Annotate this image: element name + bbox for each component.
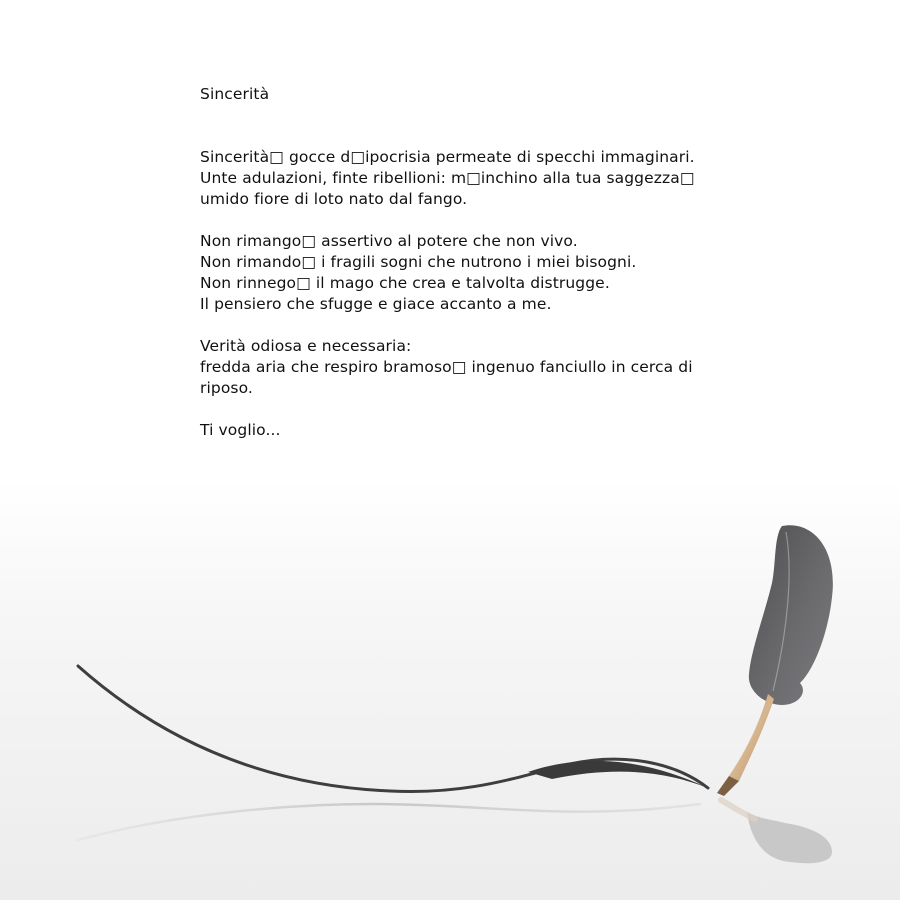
poem-line: Non rimango□ assertivo al potere che non vivo.: [200, 232, 578, 250]
ink-stroke-icon: [78, 666, 708, 840]
stanza-3: [200, 336, 720, 399]
poem-line: fredda aria che respiro bramoso□ ingenuo fanciullo in cerca di riposo.: [200, 358, 693, 397]
stanza-4: [200, 420, 720, 441]
poem: [200, 84, 720, 462]
poem-line: Sincerità□ gocce d□ipocrisia permeate di specchi immaginari.: [200, 148, 695, 166]
poem-line: Verità odiosa e necessaria:: [200, 337, 412, 355]
stanza-2: [200, 231, 720, 315]
poem-title: Sincerità: [200, 85, 270, 103]
poem-line: Non rimando□ i fragili sogni che nutrono i miei bisogni.: [200, 253, 637, 271]
poem-line: Il pensiero che sfugge e giace accanto a me.: [200, 295, 552, 313]
poem-line: Ti voglio...: [200, 421, 281, 439]
poem-line: umido fiore di loto nato dal fango.: [200, 190, 468, 208]
poem-line: Unte adulazioni, finte ribellioni: m□inchino alla tua saggezza□: [200, 169, 695, 187]
poem-line: Non rinnego□ il mago che crea e talvolta distrugge.: [200, 274, 610, 292]
quill-pen-icon: [717, 525, 833, 863]
quill-illustration: [0, 500, 900, 900]
stanza-1: [200, 147, 720, 210]
